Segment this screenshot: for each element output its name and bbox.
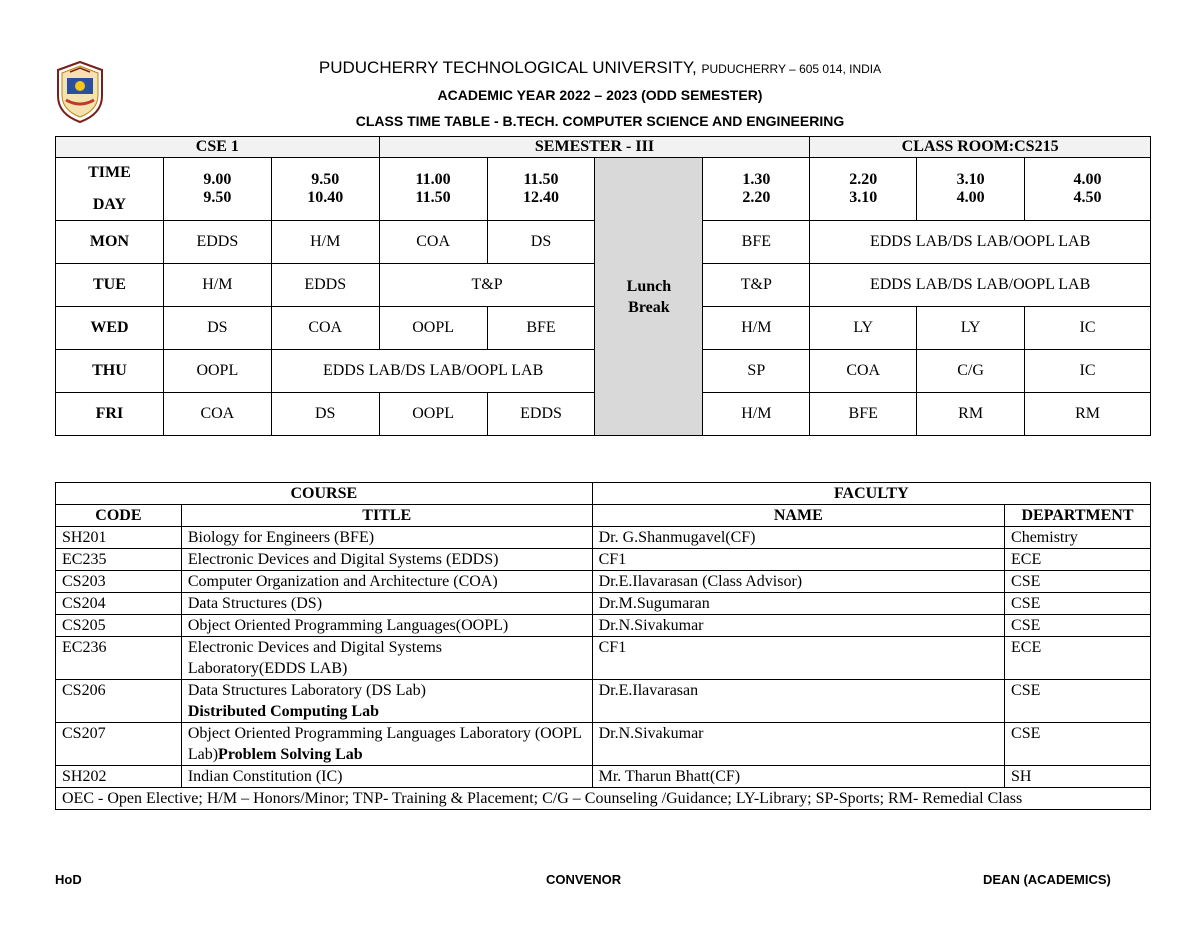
table-row <box>56 723 1151 766</box>
academic-year-heading: ACADEMIC YEAR 2022 – 2023 (ODD SEMESTER) <box>437 87 763 103</box>
period-cell: OOPL <box>379 307 487 350</box>
course-title <box>181 615 592 637</box>
slot-7 <box>917 158 1025 221</box>
period-cell: DS <box>271 393 379 436</box>
day-cell: MON <box>56 221 164 264</box>
period-cell: EDDS <box>163 221 271 264</box>
slot-end: 9.50 <box>203 189 232 206</box>
course-title <box>181 637 592 680</box>
table-row <box>56 680 1151 723</box>
period-cell: T&P <box>703 264 810 307</box>
faculty-department: CSE <box>1005 615 1151 637</box>
table-row <box>56 766 1151 788</box>
name-header: NAME <box>592 505 1004 527</box>
course-title-text: Data Structures (DS) <box>187 595 323 612</box>
dean-signature-label: DEAN (ACADEMICS) <box>983 872 1111 887</box>
period-cell: DS <box>163 307 271 350</box>
slot-start: 3.10 <box>956 171 985 188</box>
course-title-text: Biology for Engineers (BFE) <box>187 529 375 546</box>
course-title <box>181 549 592 571</box>
slot-1 <box>163 158 271 221</box>
period-cell: H/M <box>703 307 810 350</box>
course-header: COURSE <box>56 483 593 505</box>
abbreviation-legend: OEC - Open Elective; H/M – Honors/Minor; TNP- Training & Placement; C/G – Counseling /Guidance; LY-Library; SP-Sports; RM- Remedial Class <box>56 788 1151 810</box>
period-cell: BFE <box>810 393 917 436</box>
period-cell: EDDS <box>487 393 595 436</box>
class-timetable <box>55 136 1151 436</box>
course-title <box>181 680 592 723</box>
period-cell: OOPL <box>379 393 487 436</box>
faculty-department: CSE <box>1005 723 1151 766</box>
period-cell: LY <box>917 307 1025 350</box>
slot-end: 3.10 <box>849 189 878 206</box>
code-header: CODE <box>56 505 182 527</box>
course-code: CS205 <box>56 615 182 637</box>
room-label: CLASS ROOM:CS215 <box>810 137 1151 158</box>
course-title-text: Object Oriented Programming Languages(OOPL) <box>187 617 509 634</box>
university-name: PUDUCHERRY TECHNOLOGICAL UNIVERSITY, <box>318 58 697 77</box>
slot-4 <box>487 158 595 221</box>
course-code: EC236 <box>56 637 182 680</box>
period-cell: C/G <box>917 350 1025 393</box>
class-label: CSE 1 <box>56 137 380 158</box>
period-cell: RM <box>1025 393 1151 436</box>
period-cell: DS <box>487 221 595 264</box>
period-cell: RM <box>917 393 1025 436</box>
course-code: SH201 <box>56 527 182 549</box>
course-code: CS207 <box>56 723 182 766</box>
day-cell: FRI <box>56 393 164 436</box>
faculty-name: Dr.M.Sugumaran <box>592 593 1004 615</box>
slot-6 <box>810 158 917 221</box>
course-title <box>181 593 592 615</box>
faculty-department: CSE <box>1005 593 1151 615</box>
faculty-header: FACULTY <box>592 483 1150 505</box>
table-row <box>56 637 1151 680</box>
faculty-name: Dr.N.Sivakumar <box>592 723 1004 766</box>
slot-8 <box>1025 158 1151 221</box>
faculty-name: Dr.N.Sivakumar <box>592 615 1004 637</box>
hod-signature-label: HoD <box>55 872 82 887</box>
period-cell: COA <box>271 307 379 350</box>
slot-end: 11.50 <box>415 189 451 206</box>
period-cell: EDDS LAB/DS LAB/OOPL LAB <box>271 350 595 393</box>
period-cell: SP <box>703 350 810 393</box>
period-cell: IC <box>1025 307 1151 350</box>
period-cell: IC <box>1025 350 1151 393</box>
university-heading <box>0 58 1200 78</box>
day-cell: THU <box>56 350 164 393</box>
course-title-text: Electronic Devices and Digital Systems (EDDS) <box>187 551 499 568</box>
period-cell: EDDS <box>271 264 379 307</box>
day-cell: TUE <box>56 264 164 307</box>
time-label: TIME <box>88 164 131 181</box>
table-row <box>56 593 1151 615</box>
course-title <box>181 723 592 766</box>
slot-start: 1.30 <box>742 171 771 188</box>
course-title-text: Object Oriented Programming Languages Laboratory (OOPL Lab) <box>187 725 582 763</box>
slot-end: 2.20 <box>742 189 771 206</box>
table-row <box>56 527 1151 549</box>
faculty-name: CF1 <box>592 549 1004 571</box>
course-code: EC235 <box>56 549 182 571</box>
period-cell: T&P <box>379 264 595 307</box>
faculty-department: Chemistry <box>1005 527 1151 549</box>
course-title-bold: Distributed Computing Lab <box>187 703 379 720</box>
slot-start: 11.00 <box>415 171 451 188</box>
title-header: TITLE <box>181 505 592 527</box>
lunch-break <box>595 158 703 436</box>
slot-start: 4.00 <box>1073 171 1102 188</box>
course-title-text: Computer Organization and Architecture (COA) <box>187 573 498 590</box>
slot-start: 9.00 <box>203 171 232 188</box>
period-cell: BFE <box>487 307 595 350</box>
university-location: PUDUCHERRY – 605 014, INDIA <box>701 62 882 76</box>
period-cell: BFE <box>703 221 810 264</box>
period-cell: H/M <box>163 264 271 307</box>
course-code: CS206 <box>56 680 182 723</box>
slot-start: 11.50 <box>523 171 559 188</box>
period-cell: EDDS LAB/DS LAB/OOPL LAB <box>810 221 1151 264</box>
period-cell: COA <box>379 221 487 264</box>
time-day-header <box>56 158 164 221</box>
faculty-department: ECE <box>1005 637 1151 680</box>
convenor-signature-label: CONVENOR <box>546 872 622 887</box>
course-title-bold: Problem Solving Lab <box>218 746 363 763</box>
table-row <box>56 571 1151 593</box>
faculty-name: Dr. G.Shanmugavel(CF) <box>592 527 1004 549</box>
period-cell: COA <box>163 393 271 436</box>
course-title <box>181 571 592 593</box>
period-cell: H/M <box>271 221 379 264</box>
day-label: DAY <box>92 196 127 213</box>
course-code: CS204 <box>56 593 182 615</box>
slot-end: 10.40 <box>307 189 344 206</box>
slot-end: 4.00 <box>956 189 985 206</box>
faculty-department: SH <box>1005 766 1151 788</box>
period-cell: H/M <box>703 393 810 436</box>
course-faculty-table <box>55 482 1151 810</box>
slot-end: 12.40 <box>523 189 559 206</box>
slot-3 <box>379 158 487 221</box>
day-cell: WED <box>56 307 164 350</box>
course-title-text: Indian Constitution (IC) <box>187 768 343 785</box>
slot-start: 9.50 <box>311 171 340 188</box>
faculty-department: ECE <box>1005 549 1151 571</box>
lunch-label: Lunch Break <box>626 277 672 316</box>
faculty-department: CSE <box>1005 571 1151 593</box>
slot-end: 4.50 <box>1073 189 1102 206</box>
period-cell: EDDS LAB/DS LAB/OOPL LAB <box>810 264 1151 307</box>
course-code: CS203 <box>56 571 182 593</box>
period-cell: LY <box>810 307 917 350</box>
table-row <box>56 549 1151 571</box>
course-title <box>181 766 592 788</box>
table-row <box>56 615 1151 637</box>
period-cell: COA <box>810 350 917 393</box>
slot-start: 2.20 <box>849 171 878 188</box>
slot-2 <box>271 158 379 221</box>
course-title-text: Data Structures Laboratory (DS Lab) <box>187 682 426 699</box>
course-code: SH202 <box>56 766 182 788</box>
timetable-title: CLASS TIME TABLE - B.TECH. COMPUTER SCIENCE AND ENGINEERING <box>355 113 845 129</box>
course-title-text: Electronic Devices and Digital Systems Laboratory(EDDS LAB) <box>187 639 442 677</box>
slot-5 <box>703 158 810 221</box>
faculty-name: Dr.E.Ilavarasan <box>592 680 1004 723</box>
semester-label: SEMESTER - III <box>379 137 810 158</box>
course-title <box>181 527 592 549</box>
faculty-department: CSE <box>1005 680 1151 723</box>
department-header: DEPARTMENT <box>1005 505 1151 527</box>
faculty-name: Mr. Tharun Bhatt(CF) <box>592 766 1004 788</box>
faculty-name: Dr.E.Ilavarasan (Class Advisor) <box>592 571 1004 593</box>
period-cell: OOPL <box>163 350 271 393</box>
faculty-name: CF1 <box>592 637 1004 680</box>
